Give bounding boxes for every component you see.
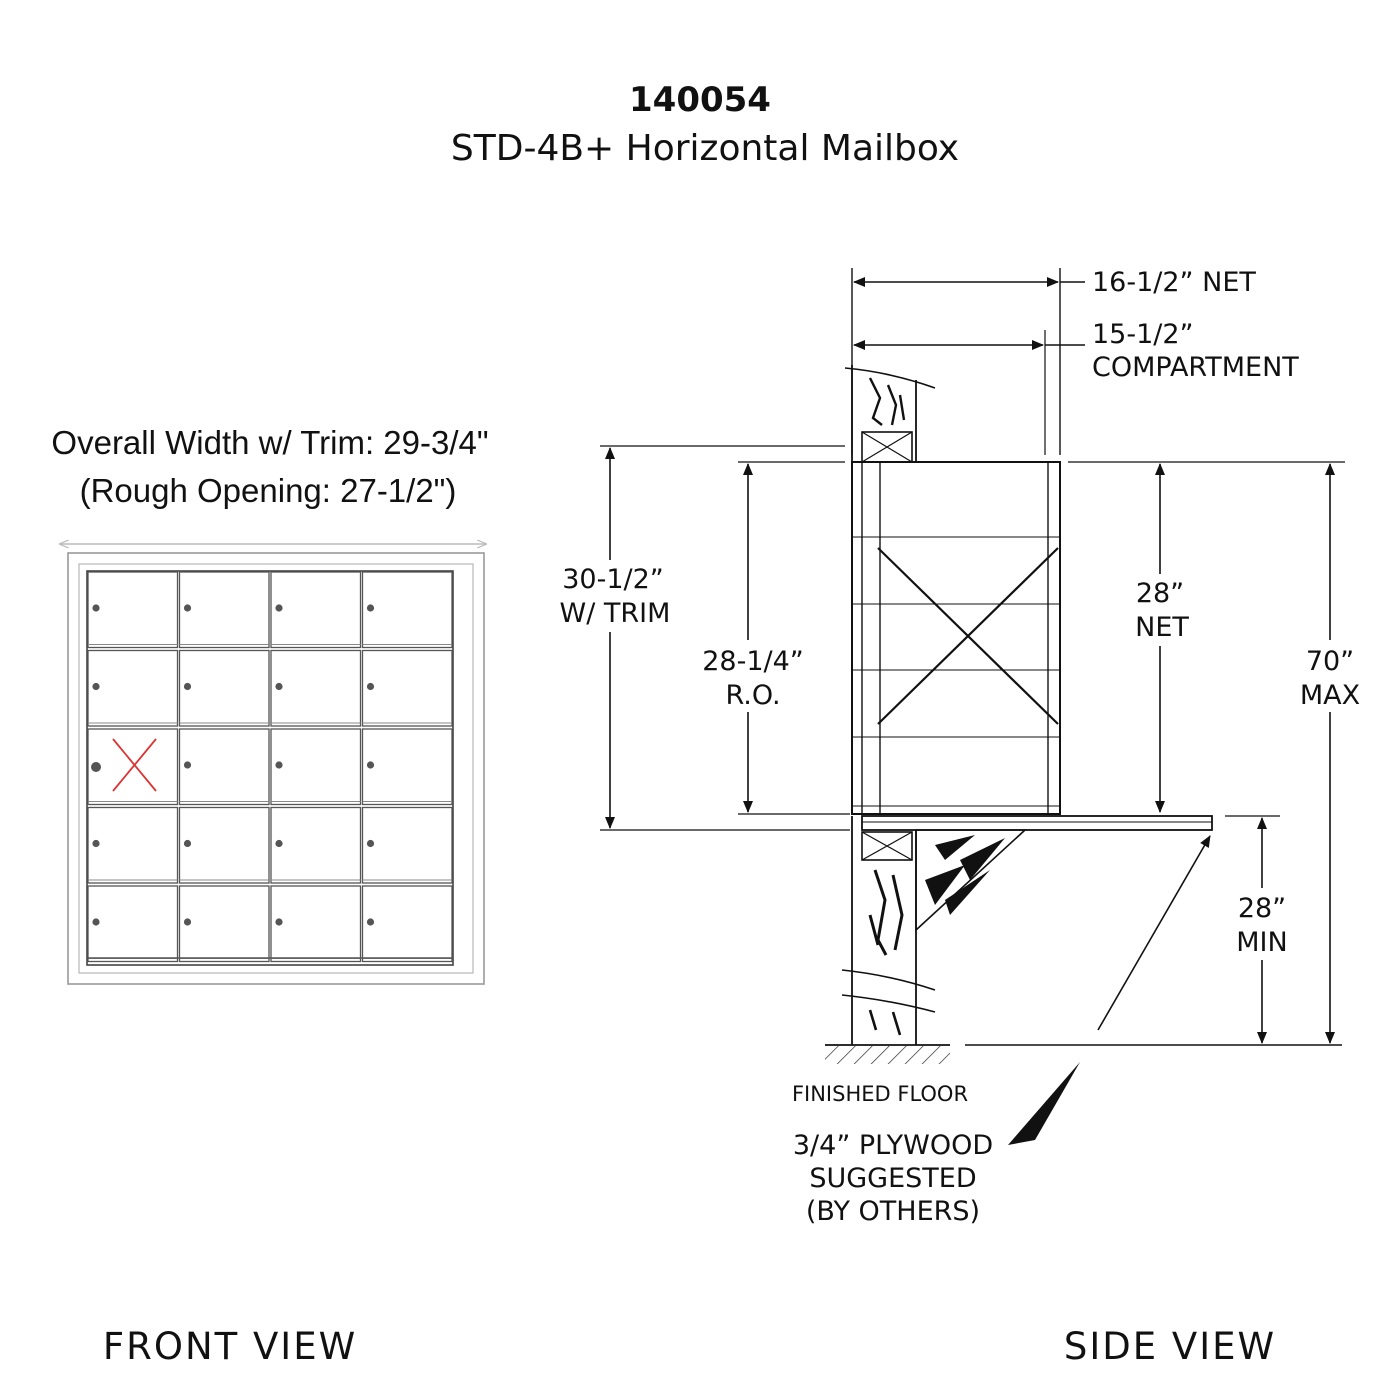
lock-icon [275, 683, 282, 690]
lock-icon [92, 604, 99, 611]
mailbox-door [180, 808, 270, 884]
mailbox-door [180, 729, 270, 805]
front-view-caption: FRONT VIEW [102, 1325, 358, 1368]
lock-icon [275, 604, 282, 611]
net-height-value: 28” [1135, 578, 1185, 609]
wood-grain [870, 378, 904, 425]
max-height-value: 70” [1305, 646, 1355, 677]
door-grid [88, 572, 452, 962]
lock-icon [367, 918, 374, 925]
model-number: 140054 [629, 80, 771, 120]
header-block-cross [862, 432, 912, 462]
lower-block-cross [862, 832, 912, 860]
net-depth-label: 16-1/2” NET [1092, 267, 1256, 298]
floor-hatch [825, 1046, 950, 1064]
mailbox-door [363, 886, 453, 962]
lock-icon [275, 761, 282, 768]
lock-icon [367, 604, 374, 611]
net-height-label: NET [1135, 612, 1189, 643]
plywood-shelf [862, 816, 1212, 830]
mailbox-door [180, 572, 270, 648]
trim-height-value: 30-1/2” [562, 564, 664, 595]
mailbox-door [271, 808, 361, 884]
rough-opening-label: (Rough Opening: 27-1/2") [79, 472, 457, 509]
lock-icon [184, 918, 191, 925]
lock-icon [92, 918, 99, 925]
bracket-grain [925, 835, 1005, 915]
product-name: STD-4B+ Horizontal Mailbox [450, 128, 960, 169]
unavailable-door-x-icon [113, 739, 156, 791]
mailbox-door [88, 886, 178, 962]
mailbox-door [363, 651, 453, 727]
max-height-label: MAX [1299, 680, 1361, 711]
mailbox-frame [87, 571, 453, 965]
front-view-drawing [60, 544, 486, 984]
mailbox-trim-outline [68, 553, 484, 984]
plywood-label-line2: SUGGESTED [809, 1163, 977, 1194]
wall-break-line [845, 368, 935, 388]
mailbox-door [363, 729, 453, 805]
compartment-depth-value: 15-1/2” [1092, 319, 1194, 350]
lock-icon [367, 840, 374, 847]
wall-break-line [842, 970, 935, 990]
mailbox-side-body [852, 462, 1060, 814]
plywood-label-line1: 3/4” PLYWOOD [792, 1130, 994, 1161]
mailbox-door [363, 572, 453, 648]
mailbox-door [271, 651, 361, 727]
mailbox-door [363, 808, 453, 884]
mailbox-door [88, 808, 178, 884]
min-height-value: 28” [1237, 893, 1287, 924]
wood-grain [870, 870, 902, 955]
side-view-caption: SIDE VIEW [1063, 1325, 1277, 1368]
mailbox-door [180, 651, 270, 727]
mailbox-door [271, 729, 361, 805]
trim-height-label: W/ TRIM [559, 598, 671, 629]
lock-icon [367, 683, 374, 690]
lock-icon [92, 840, 99, 847]
compartment-depth-label: COMPARTMENT [1092, 352, 1299, 383]
overall-width-label: Overall Width w/ Trim: 29-3/4" [51, 424, 489, 461]
wall-break-line [842, 995, 935, 1012]
finished-floor-label: FINISHED FLOOR [791, 1082, 969, 1106]
shelf-height-leader [1098, 836, 1210, 1030]
lock-icon [275, 840, 282, 847]
lock-icon [92, 683, 99, 690]
lock-icon [367, 761, 374, 768]
lock-icon [184, 604, 191, 611]
ro-height-label: R.O. [725, 680, 781, 711]
mailbox-door [88, 572, 178, 648]
mailbox-door [88, 651, 178, 727]
mailbox-door [271, 572, 361, 648]
lock-icon [184, 683, 191, 690]
plywood-callout-pointer [1008, 1062, 1080, 1145]
min-height-label: MIN [1236, 927, 1288, 958]
lock-icon [184, 761, 191, 768]
plywood-label-line3: (BY OTHERS) [805, 1196, 981, 1227]
mailbox-door [180, 886, 270, 962]
ro-height-value: 28-1/4” [702, 646, 804, 677]
lock-icon [91, 762, 101, 772]
mailbox-door [271, 886, 361, 962]
wood-grain [870, 1010, 900, 1035]
side-view-drawing [600, 268, 1345, 1145]
mailbox-cross-brace [878, 548, 1058, 724]
lock-icon [275, 918, 282, 925]
lock-icon [184, 840, 191, 847]
